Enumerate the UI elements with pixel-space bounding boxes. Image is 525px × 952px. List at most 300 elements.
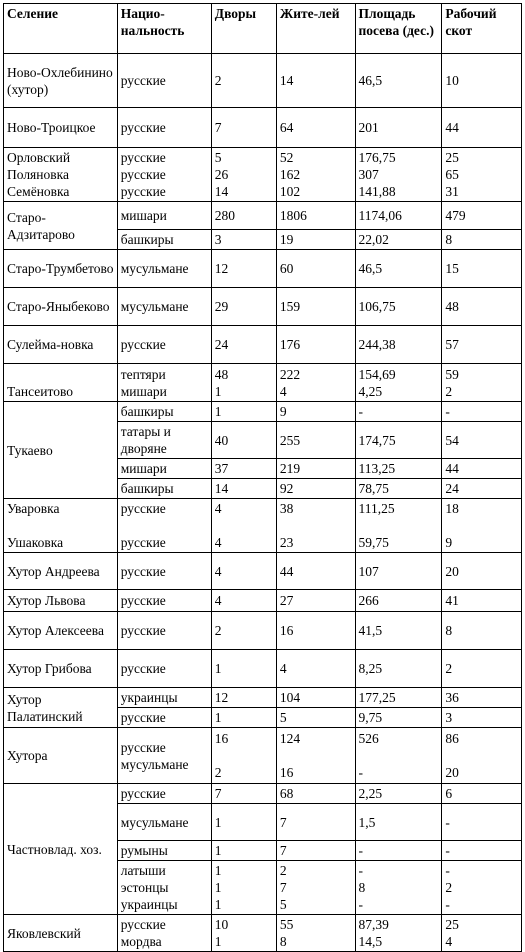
cell-nationality [117,650,211,688]
cell-text: 44 [279,563,294,579]
cell-livestock [442,288,522,326]
cell-nationality [117,422,211,459]
cell-nationality [117,804,211,841]
cell-livestock [442,364,522,402]
cell-settlement [4,364,118,402]
cell-text: 25 4 [445,917,459,949]
cell-text: 64 [279,120,294,135]
cell-livestock [442,326,522,364]
cell-residents [276,422,355,459]
cell-text: 6 [445,786,453,801]
cell-households [211,54,276,108]
table-row [4,784,522,804]
cell-text: 19 [279,232,294,247]
cell-text: латыши эстонцы украинцы [120,863,178,912]
cell-text: 479 [445,208,466,223]
cell-text: 8 [445,623,453,638]
cell-text: 12 [214,261,229,276]
cell-settlement [4,402,118,499]
cell-text: 87,39 14,5 [358,917,389,949]
table-row [4,202,522,230]
cell-text: 68 [279,786,294,801]
cell-text: Тукаево [7,442,53,458]
cell-text: 29 [214,299,229,314]
cell-text: 4 [279,661,287,676]
cell-residents [276,553,355,590]
cell-text: 1174,06 [358,208,402,223]
cell-text: 12 [214,690,229,705]
cell-text: 4 [214,593,222,608]
cell-text: 86 20 [445,731,459,780]
cell-households [211,422,276,459]
cell-households [211,108,276,148]
cell-livestock [442,590,522,612]
cell-text: башкиры [120,481,174,496]
cell-livestock [442,479,522,499]
table-row [4,364,522,402]
cell-nationality [117,148,211,202]
cell-residents [276,288,355,326]
cell-text: 36 [445,690,459,705]
cell-sown-area [355,708,442,728]
cell-text: 106,75 [358,299,396,314]
table-row [4,326,522,364]
cell-text: Старо-Адзитарово [7,209,75,242]
cell-text: Хутор Андреева [7,563,100,579]
cell-text: 7 [279,814,287,830]
cell-text: 2 [214,73,222,88]
cell-residents [276,479,355,499]
cell-text: 54 [445,432,459,448]
cell-households [211,288,276,326]
table-row [4,728,522,784]
cell-nationality [117,288,211,326]
cell-text: 280 [214,208,236,223]
cell-text: 1 1 1 [214,863,222,912]
cell-text: 1 [214,404,222,419]
cell-text: 201 [358,120,379,135]
cell-text: Ново-Троицкое [7,120,96,135]
cell-text: 57 [445,337,459,352]
cell-text: татары и дворяне [120,424,171,456]
cell-settlement [4,590,118,612]
cell-text: русские [120,337,166,352]
cell-text: башкиры [120,232,174,247]
cell-households [211,230,276,250]
cell-households [211,250,276,288]
cell-text: - [445,814,450,830]
table-row [4,915,522,952]
cell-livestock [442,688,522,708]
cell-text: мишари [120,461,167,476]
cell-text: 46,5 [358,261,383,276]
table-row [4,54,522,108]
cell-settlement [4,553,118,590]
cell-text: 111,25 59,75 [358,501,395,550]
cell-text: 8 [445,232,453,247]
cell-residents [276,804,355,841]
cell-text: 5 26 14 [214,150,229,199]
cell-text: 27 [279,593,294,608]
cell-households [211,590,276,612]
cell-sown-area [355,422,442,459]
cell-residents [276,148,355,202]
cell-sown-area [355,402,442,422]
cell-residents [276,499,355,553]
cell-livestock [442,459,522,479]
cell-text: русские [120,786,166,801]
cell-households [211,612,276,650]
cell-text: Орловский Поляновка Семёновка [7,150,71,199]
cell-livestock [442,708,522,728]
cell-nationality [117,402,211,422]
header-nationality: Нацио-нальность [117,4,211,54]
cell-text: 219 [279,461,301,476]
cell-text: Ново-Охлебинино (хутор) [7,64,113,97]
table-row [4,553,522,590]
cell-nationality [117,108,211,148]
cell-text: 1 [214,843,222,858]
cell-residents [276,250,355,288]
cell-text: 526 - [358,731,379,780]
cell-livestock [442,202,522,230]
cell-text: 48 [445,299,459,314]
cell-text: 38 23 [279,501,294,550]
cell-households [211,479,276,499]
cell-residents [276,688,355,708]
cell-text: Яковлевский [7,925,81,941]
cell-text: украинцы [120,690,178,705]
cell-nationality [117,230,211,250]
cell-sown-area [355,499,442,553]
cell-text: 16 2 [214,731,229,780]
cell-text: 22,02 [358,232,389,247]
cell-text: 2 [445,661,453,676]
cell-residents [276,230,355,250]
cell-text: 52 162 102 [279,150,301,199]
cell-settlement [4,612,118,650]
cell-nationality [117,54,211,108]
cell-sown-area [355,479,442,499]
cell-text: русские русские [120,501,166,550]
cell-text: 9 [279,404,287,419]
cell-sown-area [355,590,442,612]
cell-sown-area [355,728,442,784]
cell-text: русские [120,563,166,579]
table-row [4,499,522,553]
cell-text: 174,75 [358,432,396,448]
table-row [4,288,522,326]
cell-households [211,861,276,915]
cell-nationality [117,202,211,230]
cell-livestock [442,861,522,915]
cell-residents [276,861,355,915]
cell-text: 255 [279,432,301,448]
cell-text: - 8 - [358,863,366,912]
table-row [4,108,522,148]
cell-text: 25 65 31 [445,150,459,199]
cell-households [211,708,276,728]
cell-households [211,784,276,804]
cell-text: русские русские русские [120,150,166,199]
cell-text: Сулейма-новка [7,337,94,352]
cell-text: мусульмане [120,814,189,830]
cell-livestock [442,108,522,148]
cell-text: русские [120,73,166,88]
cell-text: Тансеитово [7,384,74,399]
cell-text: 44 [445,461,459,476]
cell-settlement [4,326,118,364]
cell-text: Хутор Львова [7,593,86,608]
cell-residents [276,402,355,422]
cell-nationality [117,499,211,553]
cell-text: 4 [214,563,222,579]
cell-text: Старо-Трумбетово [7,261,114,276]
cell-text: русские [120,623,166,638]
cell-sown-area [355,841,442,861]
table-row [4,250,522,288]
cell-households [211,459,276,479]
cell-nationality [117,612,211,650]
cell-nationality [117,250,211,288]
cell-settlement [4,250,118,288]
cell-sown-area [355,612,442,650]
cell-text: 37 [214,461,229,476]
cell-livestock [442,230,522,250]
cell-text: 124 16 [279,731,301,780]
cell-households [211,553,276,590]
cell-nationality [117,553,211,590]
cell-residents [276,326,355,364]
cell-nationality [117,364,211,402]
header-row [4,4,522,54]
cell-text: 18 9 [445,501,459,550]
cell-households [211,650,276,688]
table-row [4,148,522,202]
cell-text: Старо-Яныбеково [7,299,110,314]
cell-text: 176,75 307 141,88 [358,150,396,199]
cell-text: мусульмане [120,299,189,314]
cell-settlement [4,650,118,688]
cell-nationality [117,728,211,784]
cell-livestock [442,422,522,459]
cell-residents [276,728,355,784]
cell-livestock [442,612,522,650]
cell-text: 14 [214,481,229,496]
cell-households [211,202,276,230]
cell-nationality [117,841,211,861]
cell-nationality [117,479,211,499]
cell-livestock [442,499,522,553]
cell-text: 60 [279,261,294,276]
cell-residents [276,612,355,650]
cell-text: 5 [279,710,287,725]
table-row [4,650,522,688]
cell-text: 4 4 [214,501,222,550]
cell-text: Частновлад. хоз. [7,841,102,857]
table-row [4,590,522,612]
cell-sown-area [355,553,442,590]
cell-text: румыны [120,843,168,858]
header-livestock: Рабочий скот [442,4,522,54]
settlement-table [3,3,522,952]
cell-livestock [442,54,522,108]
cell-sown-area [355,148,442,202]
cell-text: 9,75 [358,710,383,725]
cell-text: русские мусульмане [120,739,189,772]
cell-text: 44 [445,120,459,135]
cell-text: 2 [214,623,222,638]
cell-text: 7 [214,120,222,135]
cell-nationality [117,708,211,728]
cell-text: 10 [445,73,459,88]
cell-text: 222 4 [279,366,301,399]
cell-text: 40 [214,432,229,448]
cell-text: 8,25 [358,661,383,676]
cell-text: 92 [279,481,294,496]
cell-text: 55 8 [279,917,294,949]
cell-residents [276,915,355,952]
cell-text: 46,5 [358,73,383,88]
table-body [4,54,522,952]
cell-residents [276,841,355,861]
cell-text: 10 1 [214,917,229,949]
cell-sown-area [355,364,442,402]
cell-residents [276,364,355,402]
cell-text: 266 [358,593,379,608]
cell-sown-area [355,915,442,952]
cell-nationality [117,861,211,915]
cell-nationality [117,688,211,708]
cell-livestock [442,402,522,422]
cell-text: 159 [279,299,301,314]
cell-text: 7 [214,786,222,801]
cell-text: 48 1 [214,366,229,399]
cell-settlement [4,202,118,250]
cell-text: 1 [214,661,222,676]
cell-text: 7 [279,843,287,858]
cell-text: 1,5 [358,814,376,830]
cell-livestock [442,841,522,861]
cell-text: русские [120,710,166,725]
cell-households [211,915,276,952]
cell-text: 59 2 [445,366,459,399]
cell-text: 244,38 [358,337,396,352]
cell-residents [276,650,355,688]
cell-sown-area [355,230,442,250]
cell-nationality [117,459,211,479]
cell-sown-area [355,108,442,148]
cell-sown-area [355,326,442,364]
cell-text: русские мордва [120,917,166,949]
header-households: Дворы [211,4,276,54]
cell-households [211,728,276,784]
cell-text: 107 [358,563,379,579]
cell-nationality [117,590,211,612]
cell-text: - 2 - [445,863,453,912]
cell-text: 1 [214,814,222,830]
cell-households [211,688,276,708]
cell-residents [276,54,355,108]
cell-sown-area [355,202,442,230]
cell-text: 15 [445,261,459,276]
cell-livestock [442,148,522,202]
cell-nationality [117,784,211,804]
cell-settlement [4,728,118,784]
cell-settlement [4,499,118,553]
cell-sown-area [355,861,442,915]
cell-sown-area [355,250,442,288]
table-row [4,402,522,422]
cell-households [211,841,276,861]
cell-households [211,364,276,402]
cell-text: 2,25 [358,786,383,801]
cell-households [211,804,276,841]
cell-livestock [442,650,522,688]
cell-settlement [4,54,118,108]
header-settlement: Селение [4,4,118,54]
cell-text: мусульмане [120,261,189,276]
cell-text: - [358,404,363,419]
cell-text: 2 7 5 [279,863,287,912]
cell-text: русские [120,120,166,135]
cell-sown-area [355,288,442,326]
cell-settlement [4,915,118,952]
cell-text: 1806 [279,208,307,223]
cell-text: 78,75 [358,481,389,496]
cell-sown-area [355,784,442,804]
cell-residents [276,784,355,804]
cell-text: 24 [445,481,459,496]
cell-text: 41 [445,593,459,608]
cell-settlement [4,784,118,915]
cell-text: русские [120,661,166,676]
cell-text: тептяри мишари [120,366,167,399]
cell-nationality [117,326,211,364]
table-row [4,612,522,650]
cell-settlement [4,148,118,202]
cell-residents [276,590,355,612]
cell-text: 3 [445,710,453,725]
cell-households [211,499,276,553]
cell-text: 24 [214,337,229,352]
cell-livestock [442,784,522,804]
cell-text: 1 [214,710,222,725]
cell-nationality [117,915,211,952]
cell-households [211,402,276,422]
cell-text: русские [120,593,166,608]
cell-text: 14 [279,73,294,88]
cell-text: Хутор Грибова [7,661,92,676]
table-wrapper [3,3,522,952]
cell-text: 176 [279,337,301,352]
cell-settlement [4,288,118,326]
cell-text: Хутор Алексеева [7,623,104,638]
cell-residents [276,708,355,728]
cell-sown-area [355,688,442,708]
cell-text: - [445,404,450,419]
cell-text: 154,69 4,25 [358,366,396,399]
cell-text: Хутора [7,748,48,763]
cell-text: 41,5 [358,623,383,638]
cell-residents [276,108,355,148]
cell-text: - [445,843,450,858]
cell-sown-area [355,54,442,108]
cell-livestock [442,915,522,952]
cell-settlement [4,688,118,728]
header-sown-area: Площадь посева (дес.) [355,4,442,54]
cell-livestock [442,728,522,784]
